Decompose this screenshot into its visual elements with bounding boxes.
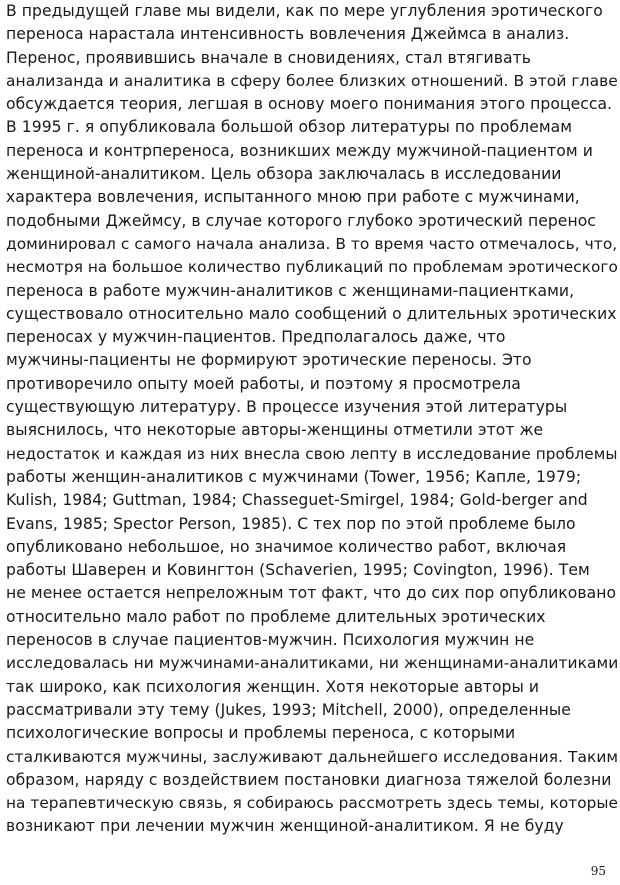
text-line: противоречило опыту моей работы, и поэтому я просмотрела bbox=[6, 374, 521, 393]
text-line: подобными Джеймсу, в случае которого глубоко эротический перенос bbox=[6, 211, 596, 230]
text-line: исследовалась ни мужчинами-аналитиками, ни женщинами-аналитиками bbox=[6, 654, 619, 673]
text-line: анализанда и аналитика в сферу более близких отношений. В этой главе bbox=[6, 71, 618, 90]
page-number: 95 bbox=[590, 864, 606, 878]
text-line: характера вовлечения, испытанного мною при работе с мужчинами, bbox=[6, 188, 580, 207]
text-line: мужчины-пациенты не формируют эротические переносы. Это bbox=[6, 351, 532, 370]
text-line: рассматривали эту тему (Jukes, 1993; Mitchell, 2000), определенные bbox=[6, 700, 571, 719]
text-line: работы женщин-аналитиков с мужчинами (Tower, 1956; Капле, 1979; bbox=[6, 467, 582, 486]
text-line: на терапевтическую связь, я собираюсь рассмотреть здесь темы, которые bbox=[6, 794, 618, 813]
text-line: относительно мало работ по проблеме длительных эротических bbox=[6, 607, 546, 626]
text-line: переносов в случае пациентов-мужчин. Психология мужчин не bbox=[6, 631, 535, 650]
body-text bbox=[6, 0, 618, 839]
text-line: Перенос, проявившись вначале в сновидениях, стал втягивать bbox=[6, 48, 531, 67]
text-line: сталкиваются мужчины, заслуживают дальнейшего исследования. Таким bbox=[6, 747, 619, 766]
text-line: доминировал с самого начала анализа. В то время часто отмечалось, что, bbox=[6, 234, 618, 253]
text-line: существовало относительно мало сообщений о длительных эротических bbox=[6, 304, 617, 323]
text-line: психологические вопросы и проблемы переноса, с которыми bbox=[6, 724, 516, 743]
text-line: переноса и контрпереноса, возникших между мужчиной-пациентом и bbox=[6, 141, 593, 160]
text-line: возникают при лечении мужчин женщиной-аналитиком. Я не буду bbox=[6, 817, 564, 836]
text-line: обсуждается теория, легшая в основу моего понимания этого процесса. bbox=[6, 95, 613, 114]
text-line: В предыдущей главе мы видели, как по мере углубления эротического bbox=[6, 2, 603, 20]
text-line: женщиной-аналитиком. Цель обзора заключалась в исследовании bbox=[6, 165, 562, 184]
text-line: Kulish, 1984; Guttman, 1984; Chasseguet-Smirgel, 1984; Gold-berger and bbox=[6, 491, 588, 510]
text-line: В 1995 г. я опубликовала большой обзор литературы по проблемам bbox=[6, 118, 573, 137]
text-line: работы Шаверен и Ковингтон (Schaverien, 1995; Covington, 1996). Тем bbox=[6, 561, 590, 580]
text-line: несмотря на большое количество публикаций по проблемам эротического bbox=[6, 258, 618, 277]
text-line: недостаток и каждая из них внесла свою лепту в исследование проблемы bbox=[6, 444, 618, 463]
text-line: Evans, 1985; Spector Person, 1985). С тех пор по этой проблеме было bbox=[6, 514, 576, 533]
text-line: существующую литературу. В процессе изучения этой литературы bbox=[6, 398, 568, 417]
text-line: так широко, как психология женщин. Хотя некоторые авторы и bbox=[6, 677, 540, 696]
text-line: не менее остается непреложным тот факт, что до сих пор опубликовано bbox=[6, 584, 617, 603]
text-line: опубликовано небольшое, но значимое количество работ, включая bbox=[6, 537, 567, 556]
text-line: переносах у мужчин-пациентов. Предполагалось даже, что bbox=[6, 328, 506, 347]
text-line: выяснилось, что некоторые авторы-женщины отметили этот же bbox=[6, 421, 544, 440]
text-line: переноса в работе мужчин-аналитиков с женщинами-пациентками, bbox=[6, 281, 575, 300]
text-line: образом, наряду с воздействием постановки диагноза тяжелой болезни bbox=[6, 770, 612, 789]
text-line: переноса нарастала интенсивность вовлечения Джеймса в анализ. bbox=[6, 25, 570, 44]
